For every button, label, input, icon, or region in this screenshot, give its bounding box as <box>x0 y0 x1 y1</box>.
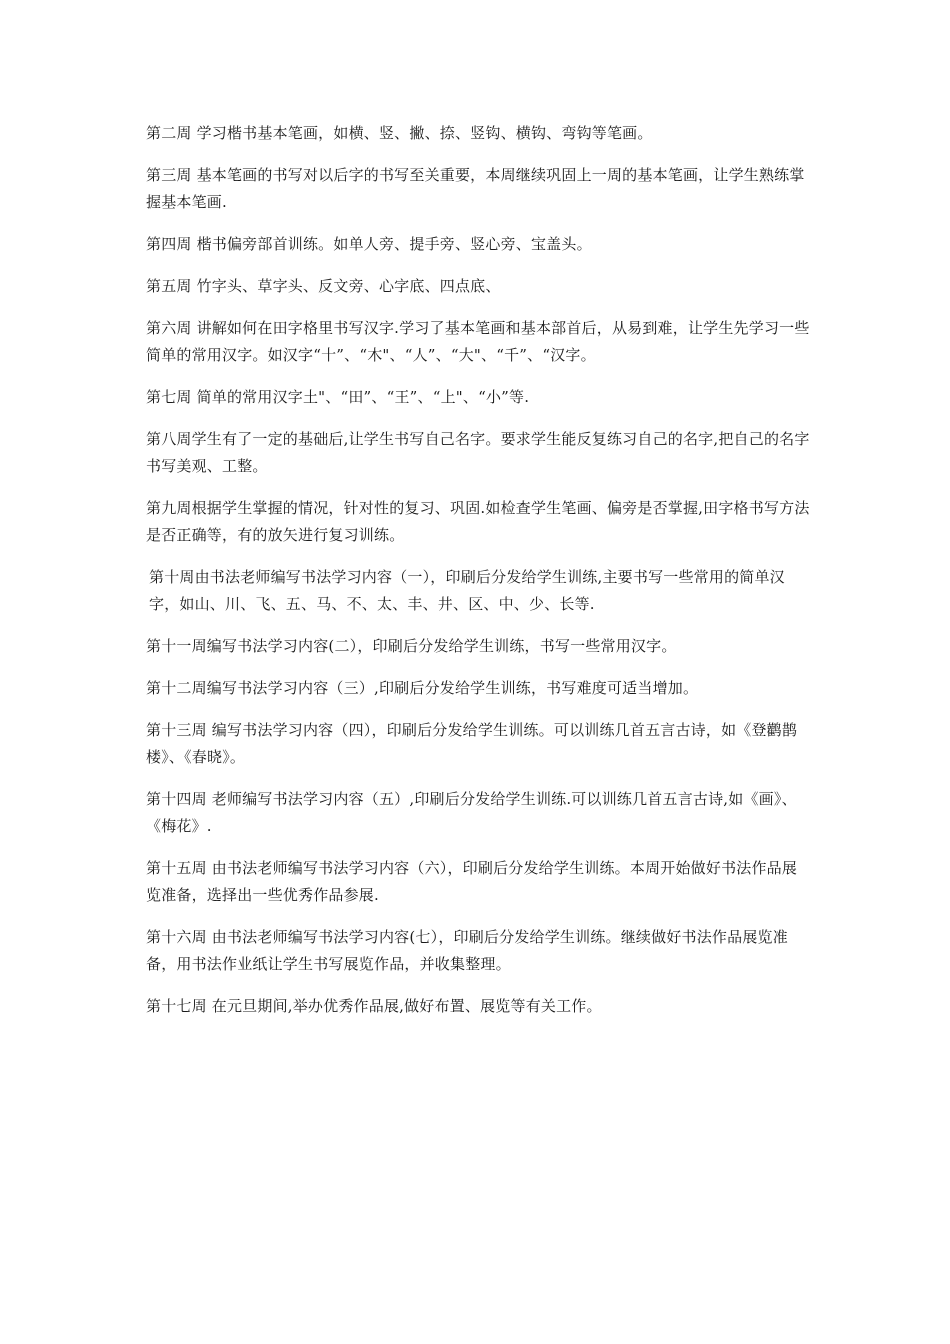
paragraph-week-11: 第十一周编写书法学习内容(二），印刷后分发给学生训练，书写一些常用汉字。 <box>146 637 677 655</box>
paragraph-week-14: 第十四周 老师编写书法学习内容（五）,印刷后分发给学生训练.可以训练几首五言古诗,如《画》、《梅花》. <box>146 790 797 835</box>
paragraph-week-2: 第二周 学习楷书基本笔画，如横、竖、撇、捺、竖钩、横钩、弯钩等笔画。 <box>146 124 653 142</box>
paragraph-week-4: 第四周 楷书偏旁部首训练。如单人旁、提手旁、竖心旁、宝盖头。 <box>146 235 592 253</box>
paragraph-week-5: 第五周 竹字头、草字头、反文旁、心字底、四点底、 <box>146 277 501 295</box>
paragraph-week-3: 第三周 基本笔画的书写对以后字的书写至关重要，本周继续巩固上一周的基本笔画，让学生熟练掌握基本笔画. <box>146 166 805 211</box>
paragraph-week-6: 第六周 讲解如何在田字格里书写汉字.学习了基本笔画和基本部首后，从易到难，让学生先学习一些简单的常用汉字。如汉字“十”、“木"、“人”、“大"、“千”、“汉字。 <box>146 319 810 364</box>
paragraph-week-15: 第十五周 由书法老师编写书法学习内容（六），印刷后分发给学生训练。本周开始做好书法作品展览准备，选择出一些优秀作品参展. <box>146 859 798 904</box>
paragraph-week-9: 第九周根据学生掌握的情况，针对性的复习、巩固.如检查学生笔画、偏旁是否掌握,田字格书写方法是否正确等，有的放矢进行复习训练。 <box>146 499 810 544</box>
paragraph-week-8: 第八周学生有了一定的基础后,让学生书写自己名字。要求学生能反复练习自己的名字,把自己的名字书写美观、工整。 <box>146 430 810 475</box>
paragraph-week-13: 第十三周 编写书法学习内容（四），印刷后分发给学生训练。可以训练几首五言古诗，如《登鹳鹊楼》、《春晓》。 <box>146 721 798 766</box>
paragraph-week-10: 第十周由书法老师编写书法学习内容（一），印刷后分发给学生训练,主要书写一些常用的简单汉字，如山、川、飞、五、马、不、太、丰、井、区、中、少、长等. <box>149 568 785 613</box>
paragraph-week-16: 第十六周 由书法老师编写书法学习内容(七），印刷后分发给学生训练。继续做好书法作品展览准备，用书法作业纸让学生书写展览作品，并收集整理。 <box>146 928 788 973</box>
paragraph-week-12: 第十二周编写书法学习内容（三）,印刷后分发给学生训练，书写难度可适当增加。 <box>146 679 699 697</box>
document-body <box>146 120 810 1035</box>
paragraph-week-17: 第十七周 在元旦期间,举办优秀作品展,做好布置、展览等有关工作。 <box>146 997 602 1015</box>
paragraph-week-7: 第七周 简单的常用汉字土"、“田”、“王”、“上"、“小”等. <box>146 388 530 406</box>
